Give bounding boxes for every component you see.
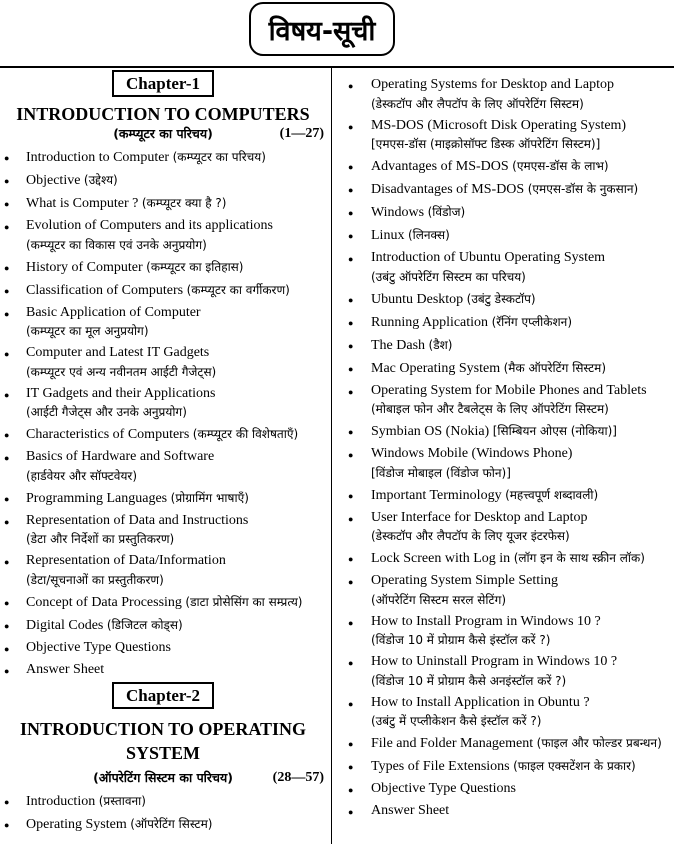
topic-title-en: Objective Type Questions bbox=[371, 781, 516, 796]
topic-title-hi: (डिजिटल कोड्स) bbox=[106, 617, 183, 632]
topic-title-en: Ubuntu Desktop bbox=[371, 291, 464, 307]
topic-item bbox=[337, 422, 674, 442]
topic-item bbox=[0, 512, 326, 549]
topic-title-hi: (लिनक्स) bbox=[407, 228, 450, 242]
topic-title-hi: (प्रस्तावना) bbox=[98, 793, 146, 808]
topic-item bbox=[337, 780, 674, 799]
chapter-2-topic-list bbox=[0, 792, 326, 835]
topic-title-en: Answer Sheet bbox=[371, 803, 450, 818]
topic-title-en: Representation of Data and Instructions bbox=[26, 512, 249, 528]
topic-title-hi: (ऑपरेटिंग सिस्टम) bbox=[130, 816, 213, 831]
topic-title-en: Introduction to Computer bbox=[26, 150, 170, 165]
topic-item bbox=[0, 425, 326, 445]
topic-title-en: Operating System Simple Setting bbox=[371, 573, 559, 588]
topic-item bbox=[337, 382, 674, 419]
topic-item bbox=[0, 792, 326, 812]
topic-title-en: IT Gadgets and their Applications bbox=[26, 385, 216, 401]
topic-title-hi: (कम्प्यूटर का परिचय) bbox=[172, 150, 266, 164]
topic-title-hi: (कम्प्यूटर का मूल अनुप्रयोग) bbox=[26, 324, 149, 338]
topic-title-en: Objective Type Questions bbox=[26, 639, 171, 655]
topic-title-hi: (डेस्कटॉप और लैपटॉप के लिए यूजर इंटरफेस) bbox=[371, 529, 570, 543]
topic-title-hi: (कम्प्यूटर का वर्गीकरण) bbox=[186, 282, 290, 297]
topic-title-hi: (ऑपरेटिंग सिस्टम सरल सेटिंग) bbox=[371, 592, 507, 607]
topic-title-hi: (विंडोज) bbox=[427, 205, 466, 219]
topic-title-hi: (मैक ऑपरेटिंग सिस्टम) bbox=[503, 360, 607, 375]
topic-title-en: Characteristics of Computers bbox=[26, 427, 190, 442]
topic-title-hi: (एमएस-डॉस के लाभ) bbox=[512, 159, 609, 173]
topic-title-en: Basics of Hardware and Software bbox=[26, 449, 215, 464]
chapter-2-subtitle: (ऑपरेटिंग सिस्टम का परिचय) bbox=[93, 769, 233, 785]
topic-title-hi: (कम्प्यूटर क्या है ?) bbox=[141, 196, 227, 210]
topic-item bbox=[0, 194, 326, 214]
topic-title-en: How to Install Program in Windows 10 ? bbox=[371, 613, 601, 629]
topic-item bbox=[337, 249, 674, 286]
topic-item bbox=[337, 549, 674, 569]
chapter-1-subtitle-row bbox=[0, 125, 326, 145]
topic-title-en: Linux bbox=[371, 228, 405, 243]
topic-title-en: Evolution of Computers and its applications bbox=[26, 218, 273, 233]
topic-title-en: Programming Languages bbox=[26, 490, 168, 506]
chapter-2-title: INTRODUCTION TO OPERATING SYSTEM bbox=[19, 718, 307, 763]
topic-title-en: Introduction bbox=[26, 793, 96, 809]
topic-item bbox=[0, 593, 326, 613]
topic-title-en: Digital Codes bbox=[26, 617, 104, 633]
topic-title-en: What is Computer ? bbox=[26, 196, 139, 211]
topic-title-hi: (हार्डवेयर और सॉफ्टवेयर) bbox=[26, 468, 138, 483]
left-column bbox=[0, 70, 326, 838]
topic-title-hi: (कम्प्यूटर का इतिहास) bbox=[146, 259, 244, 274]
topic-title-en: Windows Mobile (Windows Phone) bbox=[371, 446, 573, 461]
topic-title-hi: (महत्त्वपूर्ण शब्दावली) bbox=[505, 487, 599, 502]
topic-title-hi: [एमएस-डॉस (माइक्रोसॉफ्ट डिस्क ऑपरेटिंग सिस्टम)] bbox=[371, 137, 601, 151]
topic-item bbox=[0, 815, 326, 835]
topic-title-en: Operating System bbox=[26, 816, 127, 832]
topic-title-en: The Dash bbox=[371, 337, 426, 353]
topic-title-en: Basic Application of Computer bbox=[26, 304, 201, 320]
topic-item bbox=[0, 344, 326, 381]
topic-item bbox=[337, 445, 674, 482]
chapter-1-label: Chapter-1 bbox=[112, 70, 214, 97]
chapter-1-section bbox=[0, 70, 326, 679]
right-column bbox=[337, 70, 674, 824]
topic-item bbox=[0, 385, 326, 422]
topic-item bbox=[337, 486, 674, 506]
topic-title-hi: [विंडोज मोबाइल (विंडोज फोन)] bbox=[371, 465, 511, 480]
topic-title-en: History of Computer bbox=[26, 259, 143, 275]
topic-item bbox=[0, 639, 326, 658]
topic-item bbox=[0, 489, 326, 509]
topic-title-en: Windows bbox=[371, 205, 425, 220]
topic-item bbox=[337, 572, 674, 609]
topic-title-hi: (डैश) bbox=[428, 337, 453, 352]
topic-title-en: Types of File Extensions bbox=[371, 759, 510, 774]
chapter-1-page-range: (1—27) bbox=[279, 126, 324, 141]
topic-item bbox=[337, 117, 674, 154]
topic-title-en: Running Application bbox=[371, 314, 489, 330]
chapter-2-section bbox=[0, 682, 326, 835]
topic-item bbox=[0, 281, 326, 301]
topic-title-en: Introduction of Ubuntu Operating System bbox=[371, 250, 606, 265]
topic-title-hi: (कम्प्यूटर एवं अन्य नवीनतम आईटी गैजेट्स) bbox=[26, 364, 217, 379]
topic-title-hi: (कम्प्यूटर का विकास एवं उनके अनुप्रयोग) bbox=[26, 237, 207, 252]
topic-item bbox=[337, 509, 674, 546]
topic-item bbox=[0, 448, 326, 485]
topic-item bbox=[337, 157, 674, 177]
chapter-2-continued-topic-list bbox=[337, 76, 674, 821]
topic-title-hi: (मोबाइल फोन और टैबलेट्स के लिए ऑपरेटिंग सिस्टम) bbox=[371, 402, 609, 416]
topic-title-hi: (फाइल एक्सटेंशन के प्रकार) bbox=[513, 759, 636, 773]
topic-item bbox=[337, 290, 674, 310]
topic-title-en: Important Terminology bbox=[371, 487, 502, 503]
topic-title-hi: (डाटा प्रोसेसिंग का सम्प्रत्य) bbox=[185, 594, 303, 609]
topic-title-en: How to Install Application in Obuntu ? bbox=[371, 694, 590, 710]
topic-item bbox=[337, 313, 674, 333]
topic-title-hi: (डेस्कटॉप और लैपटॉप के लिए ऑपरेटिंग सिस्टम) bbox=[371, 96, 584, 111]
topic-item bbox=[337, 653, 674, 690]
topic-title-hi: (विंडोज 10 में प्रोग्राम कैसे अनइंस्टॉल करें ?) bbox=[371, 673, 567, 688]
topic-item bbox=[337, 180, 674, 200]
topic-title-hi: (डेटा और निर्देशों का प्रस्तुतिकरण) bbox=[26, 532, 175, 546]
topic-title-en: User Interface for Desktop and Laptop bbox=[371, 509, 588, 525]
topic-title-hi: (विंडोज 10 में प्रोग्राम कैसे इंस्टॉल करें ?) bbox=[371, 633, 551, 647]
topic-item bbox=[0, 171, 326, 191]
topic-title-hi: (फाइल और फोल्डर प्रबन्धन) bbox=[536, 736, 662, 750]
topic-item bbox=[0, 258, 326, 278]
topic-item bbox=[337, 336, 674, 356]
topic-title-en: Operating Systems for Desktop and Laptop bbox=[371, 77, 615, 92]
topic-item bbox=[0, 217, 326, 254]
topic-title-hi: (उबंटु ऑपरेटिंग सिस्टम का परिचय) bbox=[371, 269, 526, 284]
topic-item bbox=[337, 203, 674, 223]
topic-title-en: Symbian OS (Nokia) bbox=[371, 424, 490, 439]
topic-title-en: Computer and Latest IT Gadgets bbox=[26, 345, 210, 360]
chapter-1-subtitle: (कम्प्यूटर का परिचय) bbox=[113, 126, 213, 141]
topic-title-hi: (उद्देश्य) bbox=[83, 173, 118, 187]
topic-item bbox=[0, 148, 326, 168]
topic-item bbox=[0, 304, 326, 341]
topic-item bbox=[0, 661, 326, 680]
topic-title-en: Disadvantages of MS-DOS bbox=[371, 182, 525, 197]
topic-title-en: Advantages of MS-DOS bbox=[371, 159, 509, 174]
topic-title-en: Lock Screen with Log in bbox=[371, 551, 511, 566]
topic-title-en: Classification of Computers bbox=[26, 282, 184, 298]
column-divider bbox=[331, 68, 332, 844]
topic-title-hi: (उबंटु में एप्लीकेशन कैसे इंस्टॉल करें ?) bbox=[371, 714, 542, 728]
topic-item bbox=[337, 802, 674, 821]
header-rule bbox=[0, 66, 674, 68]
topic-title-hi: (आईटी गैजेट्स और उनके अनुप्रयोग) bbox=[26, 405, 187, 419]
topic-title-hi: (प्रोग्रामिंग भाषाएँ) bbox=[170, 490, 249, 505]
topic-title-en: How to Uninstall Program in Windows 10 ? bbox=[371, 654, 618, 669]
topic-item bbox=[0, 552, 326, 589]
topic-title-en: Representation of Data/Information bbox=[26, 553, 226, 568]
topic-item bbox=[337, 734, 674, 754]
topic-item bbox=[337, 694, 674, 731]
topic-title-hi: (एमएस-डॉस के नुकसान) bbox=[527, 182, 639, 196]
topic-title-en: Concept of Data Processing bbox=[26, 594, 182, 610]
topic-title-hi: (लॉग इन के साथ स्क्रीन लॉक) bbox=[513, 551, 645, 565]
topic-title-en: File and Folder Management bbox=[371, 736, 534, 751]
topic-title-hi: (उबंटु डेस्कटॉप) bbox=[466, 291, 536, 306]
chapter-2-page-range: (28—57) bbox=[272, 769, 324, 785]
topic-item bbox=[337, 76, 674, 113]
page-title: विषय-सूची bbox=[249, 2, 395, 56]
chapter-1-title: INTRODUCTION TO COMPUTERS bbox=[16, 104, 310, 124]
topic-title-en: Objective bbox=[26, 173, 81, 188]
topic-title-hi: [सिम्बियन ओएस (नोकिया)] bbox=[492, 424, 617, 438]
topic-title-en: Answer Sheet bbox=[26, 661, 105, 677]
topic-title-hi: (कम्प्यूटर की विशेषताएँ) bbox=[192, 427, 299, 441]
topic-item bbox=[337, 757, 674, 777]
topic-title-en: Operating System for Mobile Phones and Tablets bbox=[371, 382, 647, 398]
topic-title-hi: (डेटा/सूचनाओं का प्रस्तुतीकरण) bbox=[26, 572, 164, 587]
topic-title-hi: (रॅनिंग एप्लीकेशन) bbox=[491, 314, 573, 329]
topic-item bbox=[337, 613, 674, 650]
topic-item bbox=[337, 226, 674, 246]
chapter-2-label: Chapter-2 bbox=[112, 682, 214, 709]
chapter-1-topic-list bbox=[0, 148, 326, 679]
topic-title-en: Mac Operating System bbox=[371, 360, 501, 376]
topic-item bbox=[337, 359, 674, 379]
chapter-2-subtitle-row bbox=[0, 769, 326, 789]
topic-item bbox=[0, 616, 326, 636]
topic-title-en: MS-DOS (Microsoft Disk Operating System) bbox=[371, 117, 627, 133]
